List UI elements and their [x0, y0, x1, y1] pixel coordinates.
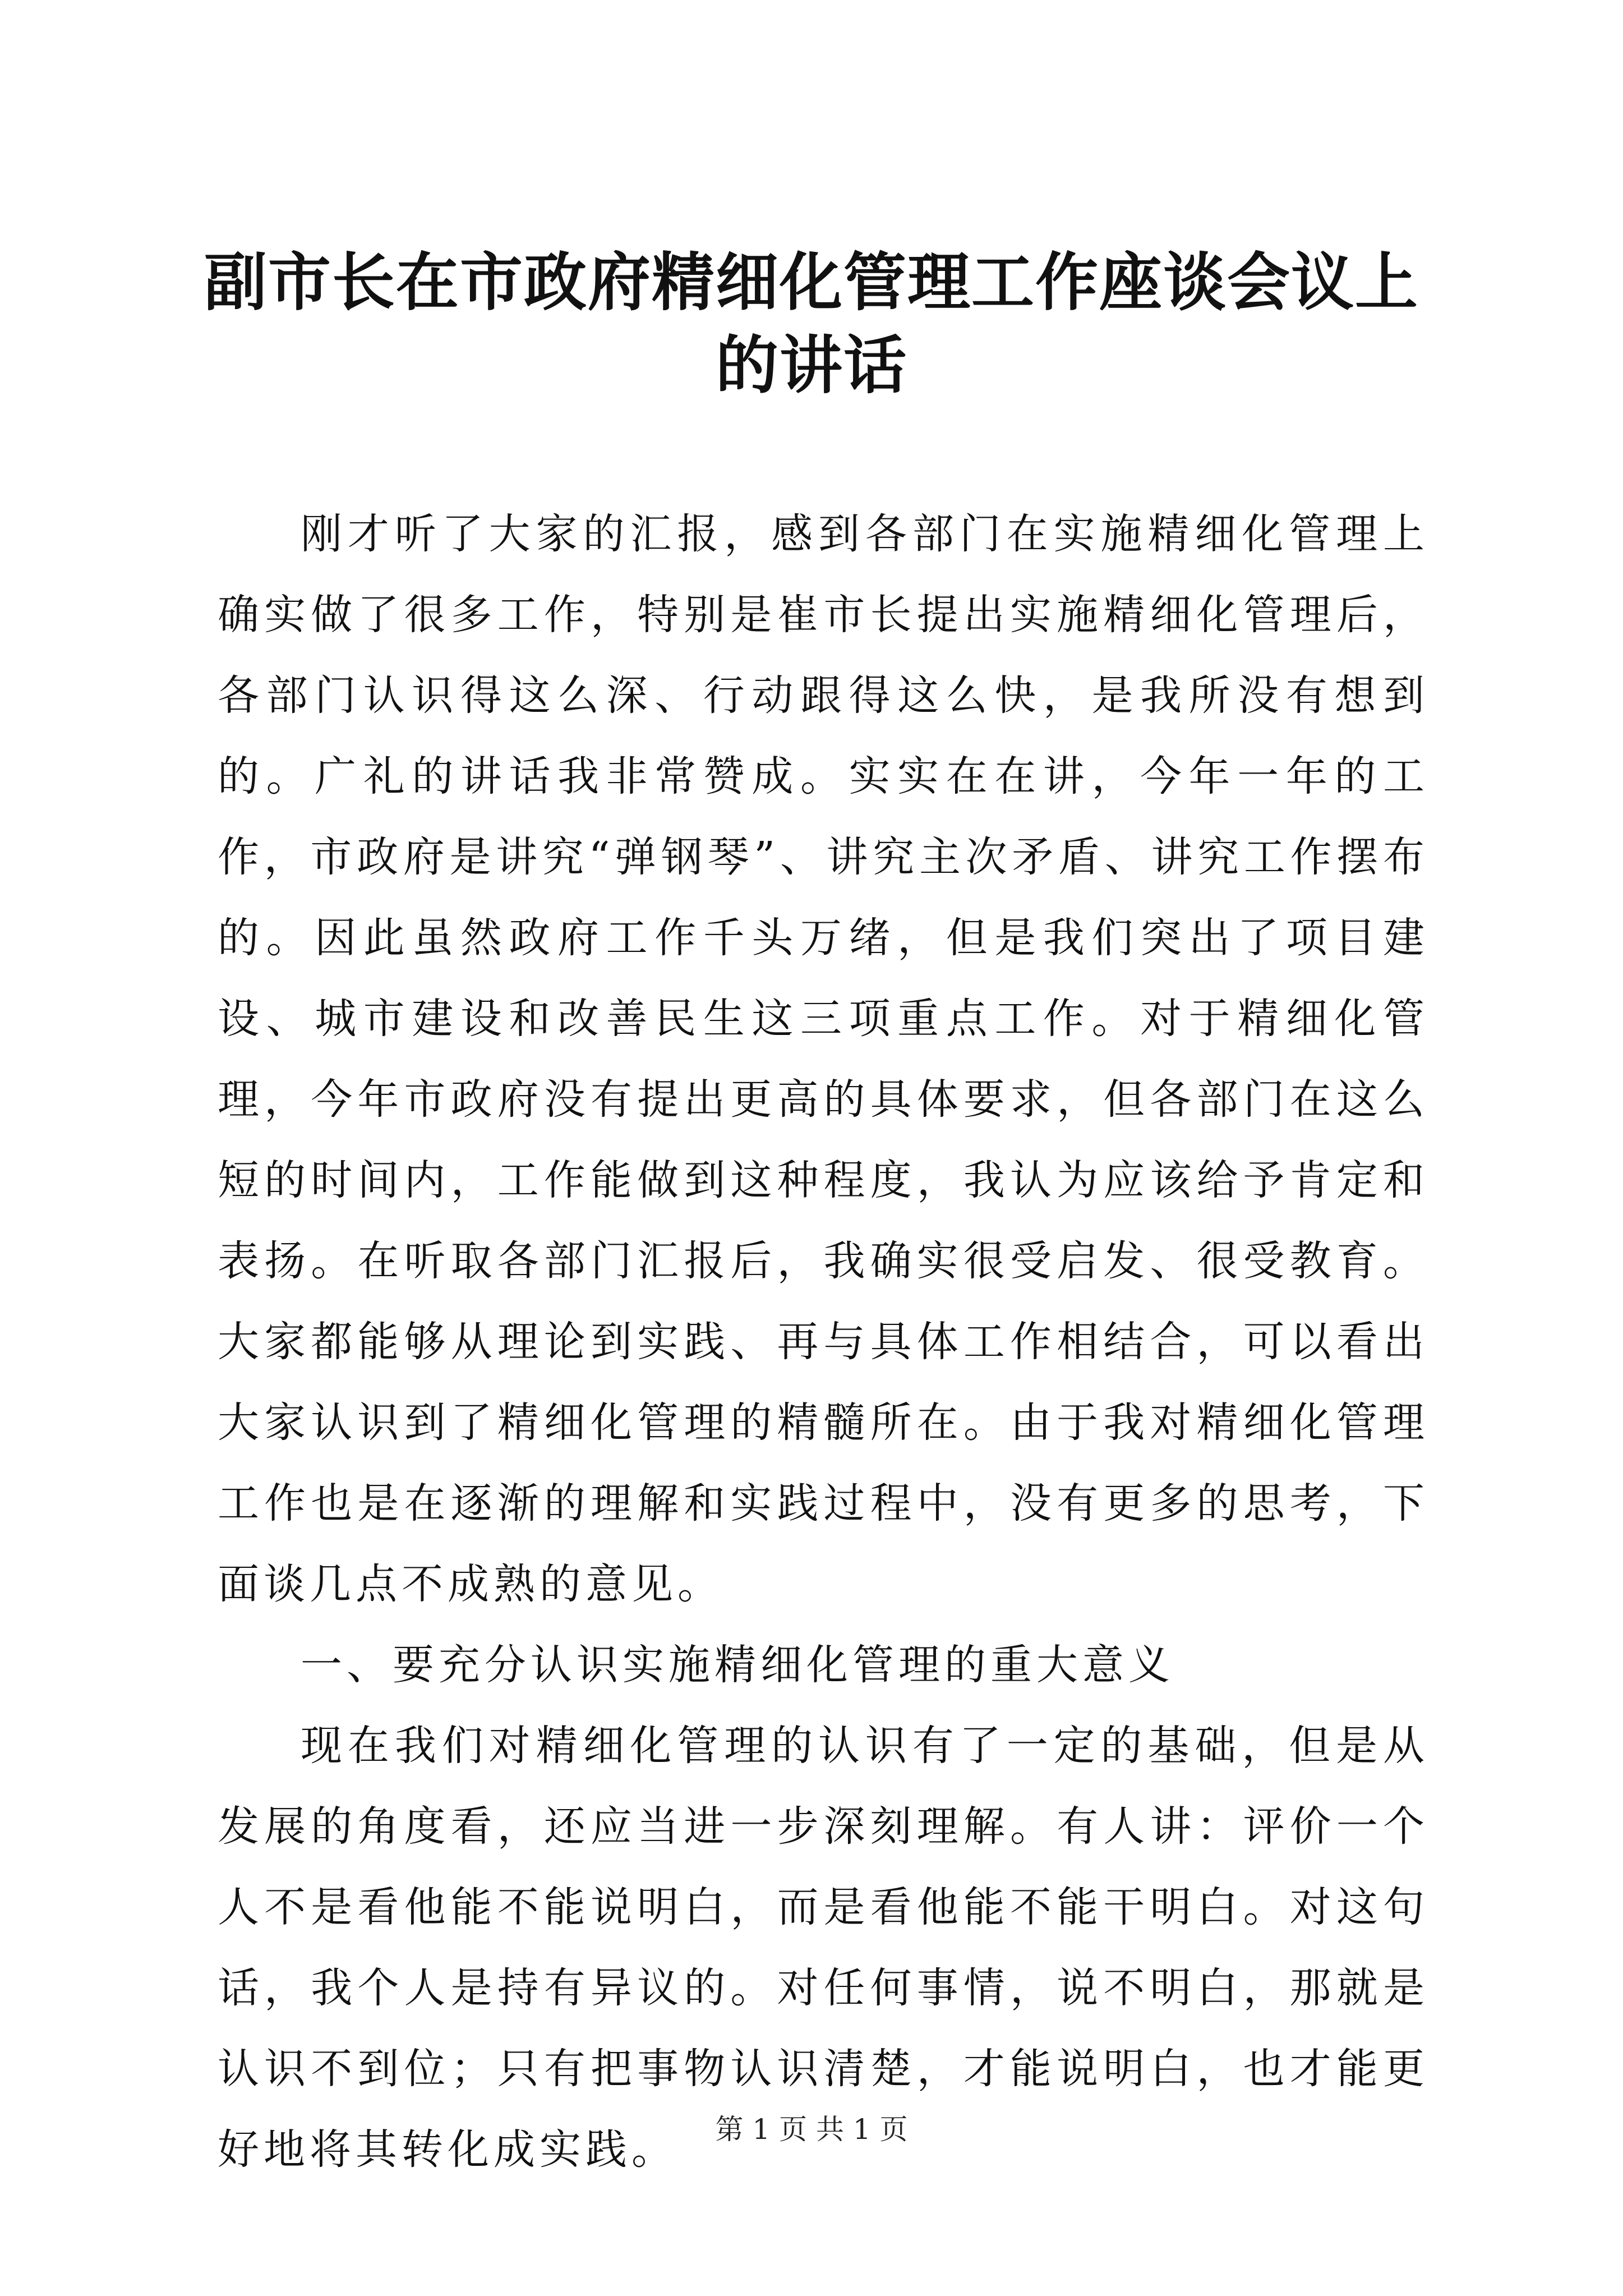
document-body: [218, 494, 1429, 2190]
section-heading-1: 一、要充分认识实施精细化管理的重大意义: [301, 1641, 1174, 1689]
paragraph-intro: 刚才听了大家的汇报，感到各部门在实施精细化管理上确实做了很多工作，特别是崔市长提出实施精细化管理后，各部门认识得这么深、行动跟得这么快，是我所没有想到的。广礼的讲话我非常赞成。实实在在讲，今年一年的工作，市政府是讲究“弹钢琴”、讲究主次矛盾、讲究工作摆布的。因此虽然政府工作千头万绪，但是我们突出了项目建设、城市建设和改善民生这三项重点工作。对于精细化管理，今年市政府没有提出更高的具体要求，但各部门在这么短的时间内，工作能做到这种程度，我认为应该给予肯定和表扬。在听取各部门汇报后，我确实很受启发、很受教育。大家都能够从理论到实践、再与具体工作相结合，可以看出大家认识到了精细化管理的精髓所在。由于我对精细化管理工作也是在逐渐的理解和实践过程中，没有更多的思考，下面谈几点不成熟的意见。: [218, 510, 1429, 1608]
page-number: 第 1 页 共 1 页: [715, 2113, 908, 2146]
document-title: 副市长在市政府精细化管理工作座谈会议上的讲话: [204, 246, 1419, 402]
paragraph-section-1: 现在我们对精细化管理的认识有了一定的基础，但是从发展的角度看，还应当进一步深刻理解。有人讲：评价一个人不是看他能不能说明白，而是看他能不能干明白。对这句话，我个人是持有异议的。对任何事情，说不明白，那就是认识不到位；只有把事物认识清楚，才能说明白，也才能更好地将其转化成实践。: [218, 1722, 1429, 2174]
